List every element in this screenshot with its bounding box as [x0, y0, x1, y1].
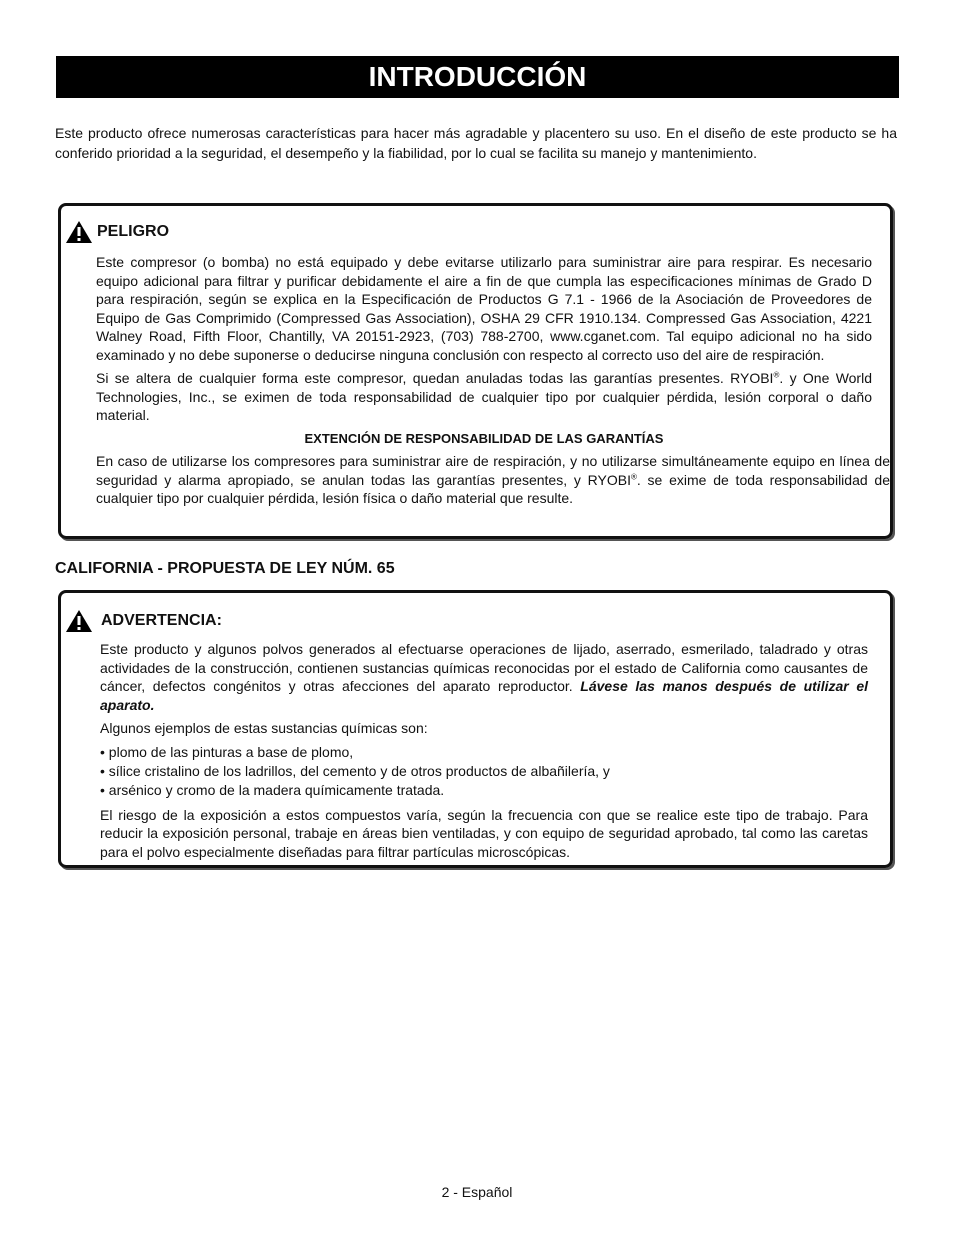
intro-paragraph: Este producto ofrece numerosas características para hacer más agradable y placentero su uso. En el diseño de este producto se ha conferido prioridad a la seguridad, el desempeño y la fiabilidad, por lo cual se facilita su manejo y mantenimiento. [55, 125, 897, 161]
list-item: • plomo de las pinturas a base de plomo, [100, 743, 354, 760]
chemicals-list [100, 743, 868, 800]
page-title: INTRODUCCIÓN [56, 56, 899, 98]
list-item: • arsénico y cromo de la madera químicamente tratada. [100, 781, 445, 798]
warning-paragraph-1: Este producto y algunos polvos generados al efectuarse operaciones de lijado, aserrado, esmerilado, taladrado y otras actividades de la construcción, contienen sustancias químicas reconocidas por el estado de California como causantes de cáncer, defectos congénitos y otras afecciones del aparato reproductor. Lávese las manos después de utilizar el aparato. [100, 641, 869, 713]
list-item: • sílice cristalino de los ladrillos, del cemento y de otros productos de albañilería, y [100, 762, 610, 779]
page-footer: 2 - Español [441, 1184, 513, 1200]
warning-paragraph-2: Algunos ejemplos de estas sustancias químicas son: [100, 720, 428, 736]
danger-body [96, 253, 890, 513]
danger-heading: PELIGRO [97, 223, 170, 240]
warning-triangle-icon [65, 609, 93, 633]
warning-header [65, 609, 222, 633]
danger-paragraph-3: En caso de utilizarse los compresores para suministrar aire de respiración, y no utilizarse simultáneamente equipo en línea de seguridad y alarma apropiado, se anulan todas las garantías presentes, y RYOBI®. se exime de toda responsabilidad de cualquier tipo por cualquier pérdida, lesión física o daño material que resulte. [96, 453, 890, 506]
california-heading: CALIFORNIA - PROPUESTA DE LEY NÚM. 65 [55, 560, 395, 577]
warning-triangle-icon [65, 220, 93, 244]
danger-paragraph-1: Este compresor (o bomba) no está equipado y debe evitarse utilizarlo para suministrar aire para respirar. Es necesario equipo adicional para filtrar y purificar debidamente el aire a fin de que cumpla las especificaciones mínimas de Grado D para respiración, según se explica en la Especificación de Productos G 7.1 - 1966 de la Asociación de Proveedores de Equipo de Gas Comprimido (Compressed Gas Association), OSHA 29 CFR 1910.134. Compressed Gas Association, 4221 Walney Road, Fifth Floor, Chantilly, VA 20151-2923, (703) 788-2700, www.cganet.com. Tal equipo adicional no ha sido examinado y no debe suponerse o deducirse ninguna conclusión con respecto al correcto uso del aire de respiración. [96, 254, 872, 363]
warning-body [100, 640, 868, 866]
wash-hands-emphasis: Lávese las manos después de utilizar el aparato. [100, 678, 869, 713]
warning-heading: ADVERTENCIA: [101, 612, 222, 629]
danger-box [58, 203, 893, 539]
warning-paragraph-3: El riesgo de la exposición a estos compuestos varía, según la frecuencia con que se realice este tipo de trabajo. Para reducir la exposición personal, trabaje en áreas bien ventiladas, y con equipo de seguridad aprobado, tal como las caretas para el polvo especialmente diseñadas para filtrar partículas microscópicas. [100, 806, 868, 860]
warning-box [58, 590, 893, 868]
danger-header [65, 220, 169, 244]
danger-paragraph-2: Si se altera de cualquier forma este compresor, quedan anuladas todas las garantías presentes. RYOBI®. y One World Technologies, Inc., se eximen de toda responsabilidad de cualquier tipo por cualquier pérdida, lesión corporal o daño material. [96, 370, 872, 423]
warranty-disclaimer-heading: EXTENCIÓN DE RESPONSABILIDAD DE LAS GARANTÍAS [304, 430, 664, 446]
